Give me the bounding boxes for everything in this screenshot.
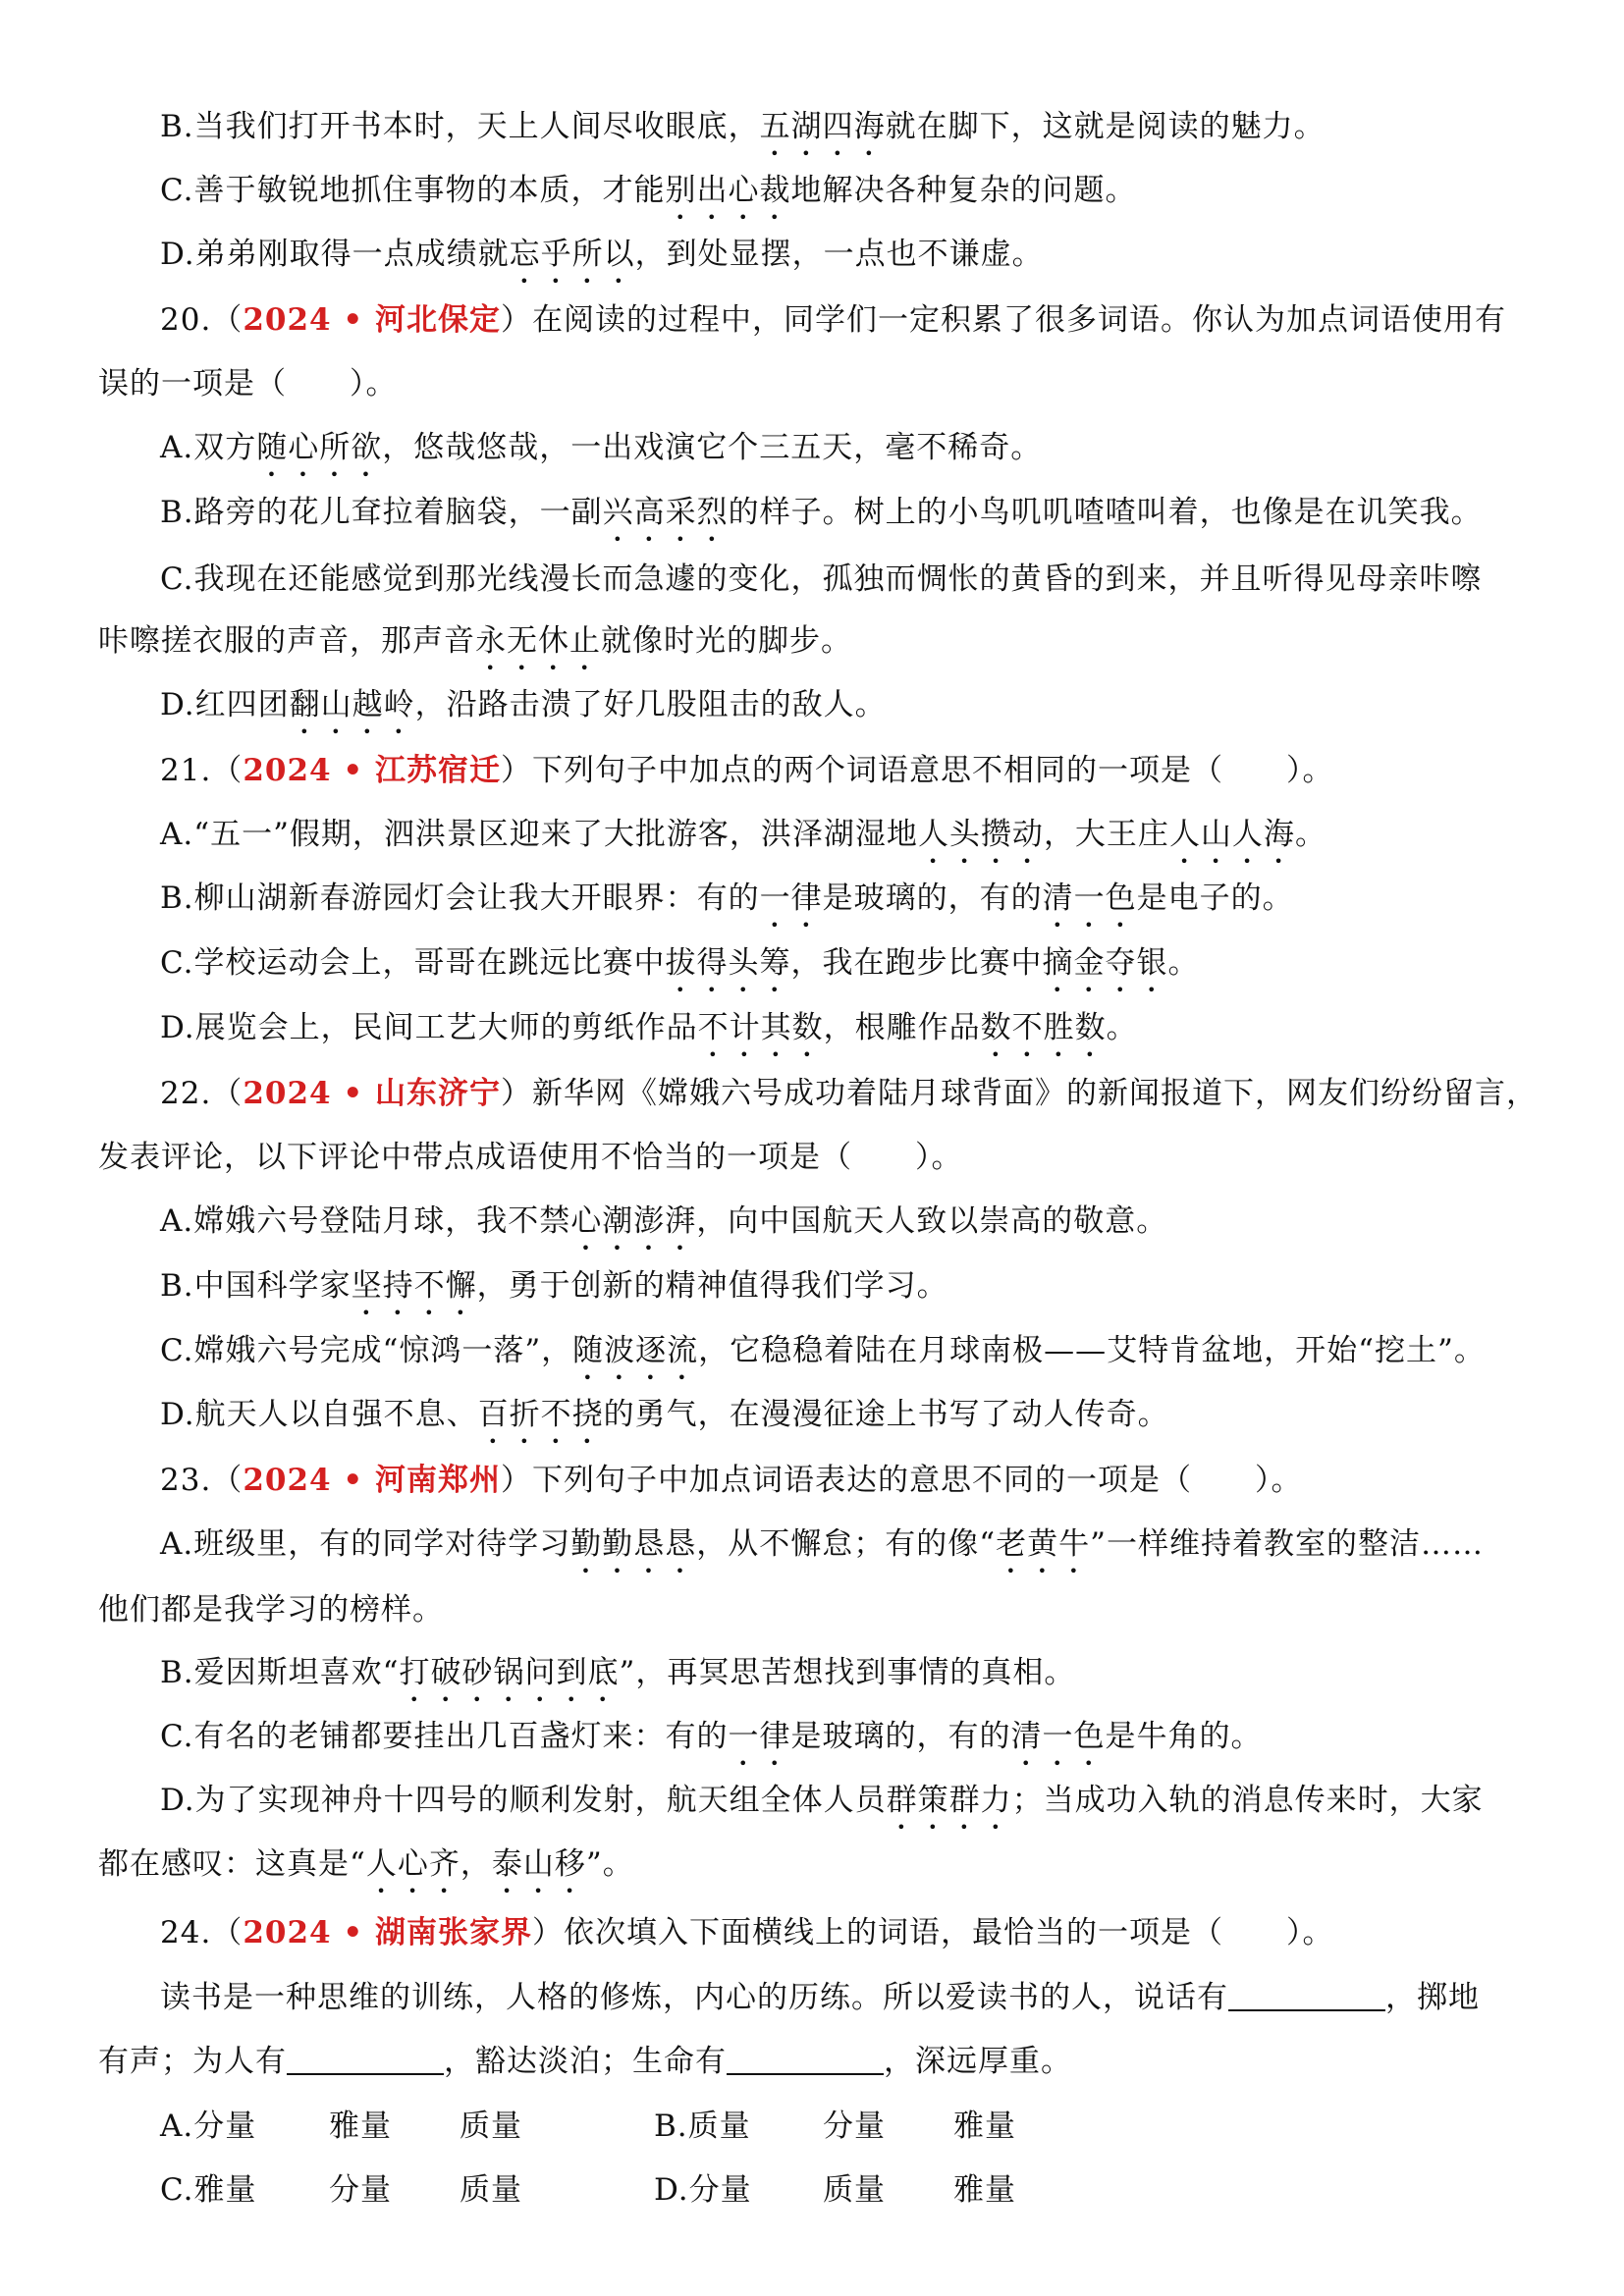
q23-option-a-cont [98,1582,444,1637]
dotted-word: 忘乎所以 [509,237,635,272]
option-d-word-3: 雅量 [953,2172,1016,2208]
text: ，深远厚重。 [884,2044,1072,2079]
text: 都在感叹：这真是“ [98,1846,366,1882]
q23-stem [160,1453,1303,1508]
text: ，勇于创新的精神值得我们学习。 [476,1268,948,1304]
text: A.嫦娥六号登陆月球，我不禁 [160,1203,571,1239]
q20-option-c [160,552,1482,607]
text: C.嫦娥六号完成“惊鸿一落”， [160,1333,573,1368]
q21-option-c [160,935,1199,990]
option-b-word-3: 雅量 [953,2109,1016,2144]
text: B.柳山湖新春游园灯会让我大开眼界：有的 [160,881,760,916]
q20-option-c-cont [98,614,852,668]
option-b-word-1: B.质量 [654,2109,751,2144]
text: 咔嚓搓衣服的声音，那声音 [98,623,475,659]
text: 的勇气，在漫漫征途上书写了动人传奇。 [603,1397,1169,1432]
text: 。 [1167,945,1200,981]
q20-option-b [160,485,1483,540]
option-a-word-2: 雅量 [329,2109,392,2144]
question-number: 21.（ [160,753,244,788]
question-source: 2024 • 山东济宁 [243,1076,501,1111]
text: B.爱因斯坦喜欢“ [160,1655,400,1690]
fill-blank-2[interactable] [287,2044,444,2075]
q22-stem [160,1066,1538,1121]
dotted-word: 勤勤恳恳 [570,1526,697,1562]
q20-stem-cont [98,356,398,411]
text: ”一样维持着教室的整洁…… [1090,1526,1484,1562]
text: 就在脚下，这就是阅读的魅力。 [885,109,1326,144]
q23-option-d-cont [98,1837,634,1892]
q19-option-d [160,227,1044,282]
text: D.为了实现神舟十四号的顺利发射，航天组全体人员 [160,1783,887,1818]
question-text: ）新华网《嫦娥六号成功着陆月球背面》的新闻报道下，网友们纷纷留言， [501,1076,1538,1111]
text: A.班级里，有的同学对待学习 [160,1526,571,1562]
text: 读书是一种思维的训练，人格的修炼，内心的历练。所以爱读书的人，说话有 [160,1980,1228,2015]
question-source: 2024 • 河南郑州 [243,1463,501,1498]
text: 。 [1106,1010,1138,1045]
q24-passage [160,1970,1480,2025]
text: ，到处显摆，一点也不谦虚。 [634,237,1044,272]
q19-option-b [160,99,1326,154]
text: 他们都是我学习的榜样。 [98,1592,444,1628]
dotted-word: 摘金夺银 [1042,945,1168,981]
option-d-word-1: D.分量 [654,2172,752,2208]
question-number: 22.（ [160,1076,244,1111]
dotted-word: 打破砂锅问到底 [399,1655,620,1690]
fill-blank-1[interactable] [1228,1980,1385,2011]
question-number: 23.（ [160,1463,244,1498]
text: B.路旁的花儿耷拉着脑袋，一副 [160,495,603,530]
question-source: 2024 • 河北保定 [243,302,501,338]
q20-stem [160,293,1506,347]
dotted-word: 别出心裁 [665,173,791,208]
text: B.中国科学家 [160,1268,352,1304]
option-c-word-3: 质量 [460,2172,522,2208]
question-source: 2024 • 湖南张家界 [243,1915,532,1950]
dotted-word: 兴高采烈 [602,495,729,530]
dotted-word: 百折不挠 [477,1397,604,1432]
dotted-word: 一律 [728,1719,791,1754]
text: A.双方 [160,430,257,465]
option-a-word-1: A.分量 [160,2109,257,2144]
dotted-word: 人头攒动 [917,817,1044,852]
text: D.红四团 [160,687,290,722]
q21-option-b [160,871,1294,926]
dotted-word: 永无休止 [475,623,601,659]
text: 是牛角的。 [1105,1719,1263,1754]
option-a-word-3: 质量 [460,2109,522,2144]
q23-option-a [160,1517,1484,1572]
text: A.“五一”假期，泗洪景区迎来了大批游客，洪泽湖湿地 [160,817,918,852]
q22-option-a [160,1194,1167,1249]
dotted-word: 群策群力 [886,1783,1012,1818]
q21-stem [160,743,1334,798]
text: ，根雕作品 [823,1010,981,1045]
dotted-word: 拔得头筹 [665,945,791,981]
text: C.善于敏锐地抓住事物的本质，才能 [160,173,666,208]
dotted-word: 清一色 [1042,881,1137,916]
text: ，豁达淡泊；生命有 [444,2044,727,2079]
fill-blank-3[interactable] [727,2044,884,2075]
dotted-word: 一律 [759,881,823,916]
q24-stem [160,1905,1334,1960]
dotted-word: 清一色 [1010,1719,1106,1754]
q21-option-a [160,807,1326,862]
text: ；当成功入轨的消息传来时，大家 [1011,1783,1484,1818]
text: ，沿路击溃了好几股阻击的敌人。 [414,687,887,722]
text: 是玻璃的，有的 [822,881,1043,916]
q23-option-d [160,1773,1484,1828]
question-number: 20.（ [160,302,244,338]
option-b-word-2: 分量 [823,2109,886,2144]
text: 地解决各种复杂的问题。 [790,173,1137,208]
text: ，从不懈怠；有的像“ [696,1526,997,1562]
text: ，掷地 [1385,1980,1480,2015]
dotted-word: 心潮澎湃 [570,1203,697,1239]
text: ”，再冥思苦想找到事情的真相。 [619,1655,1076,1690]
q24-passage-cont [98,2034,1072,2089]
text: ，向中国航天人致以崇高的敬意。 [696,1203,1168,1239]
text: ”。 [585,1846,634,1882]
question-source: 2024 • 江苏宿迁 [243,753,501,788]
text: B.当我们打开书本时，天上人间尽收眼底， [160,109,760,144]
text: 是玻璃的，有的 [790,1719,1011,1754]
text: C.我现在还能感觉到那光线漫长而急遽的变化，孤独而惆怅的黄昏的到来，并且听得见母亲咔嚓 [160,561,1483,597]
text: 的样子。树上的小鸟叽叽喳喳叫着，也像是在讥笑我。 [728,495,1483,530]
dotted-word: 人心齐，泰山移 [365,1846,586,1882]
text: C.学校运动会上，哥哥在跳远比赛中 [160,945,666,981]
q21-option-d [160,1000,1138,1055]
text: 。 [1294,817,1326,852]
question-text: 误的一项是（ ）。 [98,366,398,401]
dotted-word: 翻山越岭 [289,687,415,722]
text: ，它稳稳着陆在月球南极——艾特肯盆地，开始“挖土”。 [698,1333,1486,1368]
dotted-word: 老黄牛 [996,1526,1091,1562]
q22-option-b [160,1258,948,1313]
q22-stem-cont [98,1130,963,1185]
q23-option-c [160,1709,1262,1764]
question-text: ）在阅读的过程中，同学们一定积累了很多词语。你认为加点词语使用有 [501,302,1506,338]
text: D.航天人以自强不息、 [160,1397,478,1432]
q22-option-c [160,1323,1486,1378]
q23-option-b [160,1645,1075,1700]
option-d-word-2: 质量 [823,2172,886,2208]
text: 就像时光的脚步。 [601,623,852,659]
text: ，悠哉悠哉，一出戏演它个三五天，毫不稀奇。 [382,430,1043,465]
dotted-word: 数不胜数 [980,1010,1107,1045]
dotted-word: 随波逐流 [572,1333,699,1368]
option-c-word-2: 分量 [329,2172,392,2208]
text: ，大王庄 [1043,817,1169,852]
question-text: ）下列句子中加点词语表达的意思不同的一项是（ ）。 [501,1463,1303,1498]
q20-option-a [160,420,1042,475]
text: 有声；为人有 [98,2044,287,2079]
q19-option-c [160,163,1136,218]
q22-option-d [160,1387,1169,1442]
text: ，我在跑步比赛中 [790,945,1043,981]
dotted-word: 人山人海 [1168,817,1295,852]
dotted-word: 随心所欲 [256,430,383,465]
question-number: 24.（ [160,1915,244,1950]
text: D.弟弟刚取得一点成绩就 [160,237,510,272]
text: D.展览会上，民间工艺大师的剪纸作品 [160,1010,698,1045]
dotted-word: 五湖四海 [759,109,886,144]
option-c-word-1: C.雅量 [160,2172,257,2208]
dotted-word: 坚持不懈 [351,1268,477,1304]
question-text: ）下列句子中加点的两个词语意思不相同的一项是（ ）。 [501,753,1334,788]
question-text: ）依次填入下面横线上的词语，最恰当的一项是（ ）。 [532,1915,1334,1950]
text: C.有名的老铺都要挂出几百盏灯来：有的 [160,1719,729,1754]
question-text: 发表评论，以下评论中带点成语使用不恰当的一项是（ ）。 [98,1140,963,1175]
q20-option-d [160,677,887,732]
text: 是电子的。 [1136,881,1294,916]
dotted-word: 不计其数 [697,1010,824,1045]
